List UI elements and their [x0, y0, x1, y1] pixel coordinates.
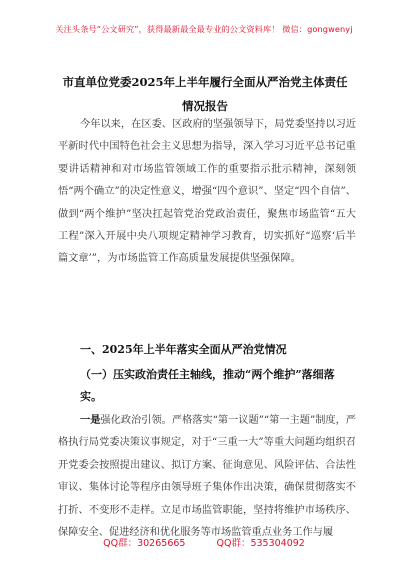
- subsection-paragraph: [58, 409, 356, 544]
- document-title: 市直单位党委2025年上半年履行全面从严治党主体责任情况报告: [62, 75, 348, 113]
- footer-contacts: [0, 535, 408, 549]
- qq-group-2: QQ群：535304092: [216, 538, 305, 549]
- header-banner: 关注头条号“公文研究”，获得最新最全最专业的公文资料库！ 微信：gongwenyj: [55, 24, 353, 34]
- paragraph-lead: 一是: [80, 414, 101, 426]
- section-heading: 一、2025年上半年落实全面从严治党情况: [80, 343, 287, 356]
- intro-paragraph: 今年以来，在区委、区政府的坚强领导下，局党委坚持以习近平新时代中国特色社会主义思想为指导，深入学习习近平总书记重要讲话精神和对市场监管领域工作的重要指示批示精神，深刻领悟“两个确立”的决定性意义，增强“四个意识”、坚定“四个自信”、做到“两个维护”坚决扛起管党治党政治责任，聚焦市场监管“五大工程”深入开展中央八项规定精神学习教育，切实抓好“巡察‘后半篇文章’”，为市场监管工作高质量发展提供坚强保障。: [58, 119, 356, 265]
- subsection-heading: （一）压实政治责任主轴线，推动“两个维护”落细落实。: [80, 368, 335, 404]
- paragraph-text: 强化政治引领。严格落实“第一议题”“第一主题”制度，严格执行局党委决策议事规定，对于“三重一大”等重大问题均组织召开党委会按照提出建议、拟订方案、征询意见、风险评估、合法性审议、集体讨论等程序由领导班子集体作出决策，确保贯彻落实不打折、不变形不走样。立足市场监管职能，坚持将维护市场秩序、保障安全、促进经济和优化服务等市场监管重点业务工作与履: [58, 415, 356, 539]
- qq-group-1: QQ群：30265665: [103, 538, 186, 549]
